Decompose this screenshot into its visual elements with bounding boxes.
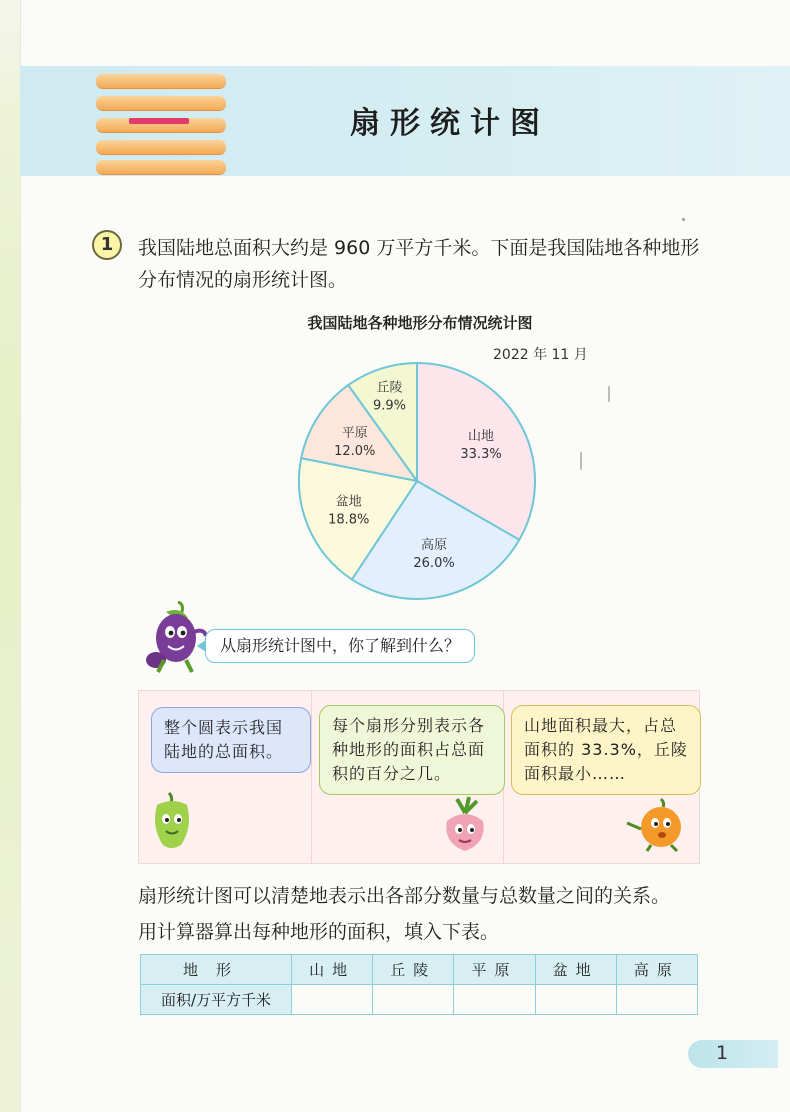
table-cell-basin[interactable] <box>535 985 616 1015</box>
pie-label-3: 平原 <box>341 425 368 441</box>
radish-character-icon <box>439 795 491 855</box>
eggplant-character-icon <box>134 598 208 676</box>
scan-speck <box>608 386 610 402</box>
pie-label-1: 高原 <box>421 538 448 554</box>
pie-value-label-1: 26.0% <box>413 556 455 572</box>
chart-title: 我国陆地各种地形分布情况统计图 <box>307 314 533 332</box>
table-row <box>141 985 698 1015</box>
pie-value-label-2: 18.8% <box>328 512 370 528</box>
pie-chart <box>296 360 538 602</box>
prompt-text: 从扇形统计图中，你了解到什么？ <box>220 636 461 655</box>
pie-label-0: 山地 <box>468 428 495 444</box>
table-cell-hills[interactable] <box>373 985 454 1015</box>
dialogue-bubble-1: 整个圆表示我国陆地的总面积。 <box>151 707 311 773</box>
dialogue-bubble-2: 每个扇形分别表示各种地形的面积占总面积的百分之几。 <box>319 705 505 795</box>
table-header-cell: 盆地 <box>535 955 616 985</box>
pie-label-2: 盆地 <box>335 494 362 510</box>
orange-character-icon <box>621 795 693 853</box>
conclusion-line-2: 用计算器算出每种地形的面积，填入下表。 <box>138 921 500 943</box>
conclusion-line-1: 扇形统计图可以清楚地表示出各部分数量与总数量之间的关系。 <box>138 885 671 907</box>
pie-value-label-0: 33.3% <box>460 446 502 462</box>
table-header-cell: 高原 <box>616 955 697 985</box>
page-number: 1 <box>715 1042 729 1064</box>
chart-date: 2022 年 11 月 <box>493 347 588 363</box>
table-cell-plateau[interactable] <box>616 985 697 1015</box>
question-text: 我国陆地总面积大约是 960 万平方千米。下面是我国陆地各种地形分布情况的扇形统计图。 <box>138 237 700 291</box>
pie-value-label-4: 9.9% <box>372 398 406 414</box>
table-header-cell: 丘陵 <box>373 955 454 985</box>
header-stripes-icon <box>96 74 226 174</box>
pie-value-label-3: 12.0% <box>334 443 376 459</box>
page-title: 扇形统计图 <box>350 106 550 141</box>
question-number-badge: 1 <box>92 230 122 260</box>
conclusion-text <box>138 878 738 950</box>
prompt-speech-bubble <box>205 629 475 663</box>
table-cell-plain[interactable] <box>454 985 535 1015</box>
dialogue-panel <box>138 690 700 864</box>
table-header-cell: 地形 <box>141 955 292 985</box>
scan-speck <box>682 218 685 221</box>
pepper-character-icon <box>147 789 197 851</box>
area-table <box>140 954 698 1015</box>
table-header-row <box>141 955 698 985</box>
scan-speck <box>580 452 582 470</box>
table-row-label: 面积/万平方千米 <box>141 985 292 1015</box>
pie-label-4: 丘陵 <box>376 380 403 396</box>
table-header-cell: 山地 <box>292 955 373 985</box>
table-header-cell: 平原 <box>454 955 535 985</box>
dialogue-bubble-3: 山地面积最大，占总面积的 33.3%，丘陵面积最小…… <box>511 705 701 795</box>
table-cell-mountain[interactable] <box>292 985 373 1015</box>
page-number-tab <box>688 1040 778 1068</box>
page-edge-strip <box>0 0 21 1112</box>
